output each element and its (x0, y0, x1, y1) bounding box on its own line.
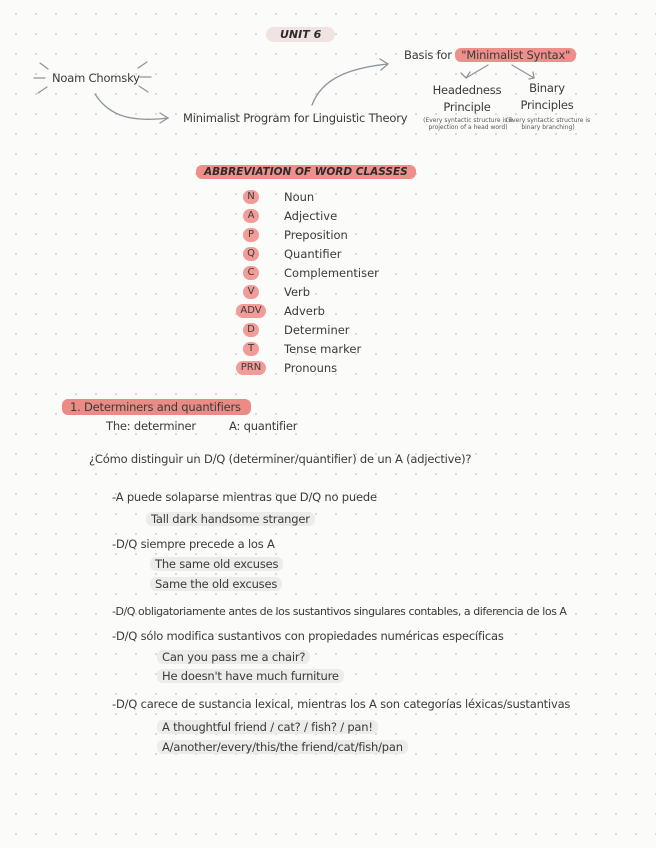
word-class-name: Determiner (284, 323, 350, 337)
abbr-badge: PRN (236, 361, 266, 375)
point-text: -D/Q siempre precede a los A (112, 537, 275, 551)
abbr-badge: C (243, 266, 259, 280)
abbr-badge: T (243, 342, 259, 356)
ray-line (139, 86, 148, 92)
example-sentence: The same old excuses (150, 557, 283, 571)
example-a: A: quantifier (229, 419, 298, 433)
branch-headedness (466, 65, 488, 78)
page-title: UNIT 6 (266, 27, 335, 42)
word-class-name: Preposition (284, 228, 348, 242)
abbr-badge: N (243, 190, 259, 204)
word-class-name: Adjective (284, 209, 338, 223)
abbreviations-heading: ABBREVIATION OF WORD CLASSES (196, 165, 416, 179)
example-sentence: A/another/every/this/the friend/cat/fish/pan (157, 740, 408, 754)
question: ¿Cómo distinguir un D/Q (determiner/quantifier) de un A (adjective)? (89, 452, 472, 466)
example-sentence: Same the old excuses (150, 577, 282, 591)
abbr-badge: P (243, 228, 259, 242)
principle-note: (Every syntactic structure is binary branching) (505, 117, 591, 131)
basis-prefix: Basis for (404, 48, 452, 62)
section-heading: 1. Determiners and quantifiers (62, 399, 251, 415)
point-text: -D/Q carece de sustancia lexical, mientras los A son categorías léxicas/sustantivas (112, 697, 571, 711)
abbr-badge: V (243, 285, 259, 299)
basis-label (404, 48, 576, 62)
word-class-name: Tense marker (284, 342, 362, 356)
arrow-to-program (95, 94, 168, 119)
principle-name-line2: Principles (520, 98, 574, 112)
principle-name-line1: Headedness (432, 83, 502, 97)
abbr-badge: Q (243, 247, 259, 261)
point-text: -A puede solaparse mientras que D/Q no puede (112, 490, 377, 504)
ray-line (138, 62, 147, 68)
principle-headedness (423, 82, 511, 116)
branch-binary (512, 65, 534, 78)
word-class-name: Complementiser (284, 266, 379, 280)
example-the: The: determiner (106, 419, 196, 433)
word-class-name: Pronouns (284, 361, 338, 375)
ray-line (38, 87, 47, 93)
example-sentence: He doesn't have much furniture (157, 669, 344, 683)
word-class-name: Noun (284, 190, 315, 204)
abbr-badge: D (243, 323, 259, 337)
example-sentence: A thoughtful friend / cat? / fish? / pan! (157, 720, 378, 734)
abbr-badge: ADV (236, 304, 266, 318)
abbr-badge: A (243, 209, 259, 223)
ray-line (40, 63, 48, 69)
principle-note: (Every syntactic structure is a projection of a head word) (423, 117, 513, 131)
principle-name-line2: Principle (443, 100, 491, 114)
point-text: -D/Q obligatoriamente antes de los sustantivos singulares contables, a diferencia de los A (112, 605, 567, 618)
example-sentence: Can you pass me a chair? (157, 650, 310, 664)
example-sentence: Tall dark handsome stranger (146, 512, 315, 526)
program-name: Minimalist Program for Linguistic Theory (183, 111, 408, 125)
point-text: -D/Q sólo modifica sustantivos con propiedades numéricas específicas (112, 629, 504, 643)
word-class-name: Quantifier (284, 247, 342, 261)
word-class-name: Adverb (284, 304, 325, 318)
person-name: Noam Chomsky (52, 71, 140, 85)
word-class-name: Verb (284, 285, 311, 299)
principle-name-line1: Binary (529, 81, 565, 95)
basis-highlight: "Minimalist Syntax" (455, 48, 576, 62)
principle-binary (510, 80, 584, 114)
arrow-to-basis (312, 64, 388, 105)
